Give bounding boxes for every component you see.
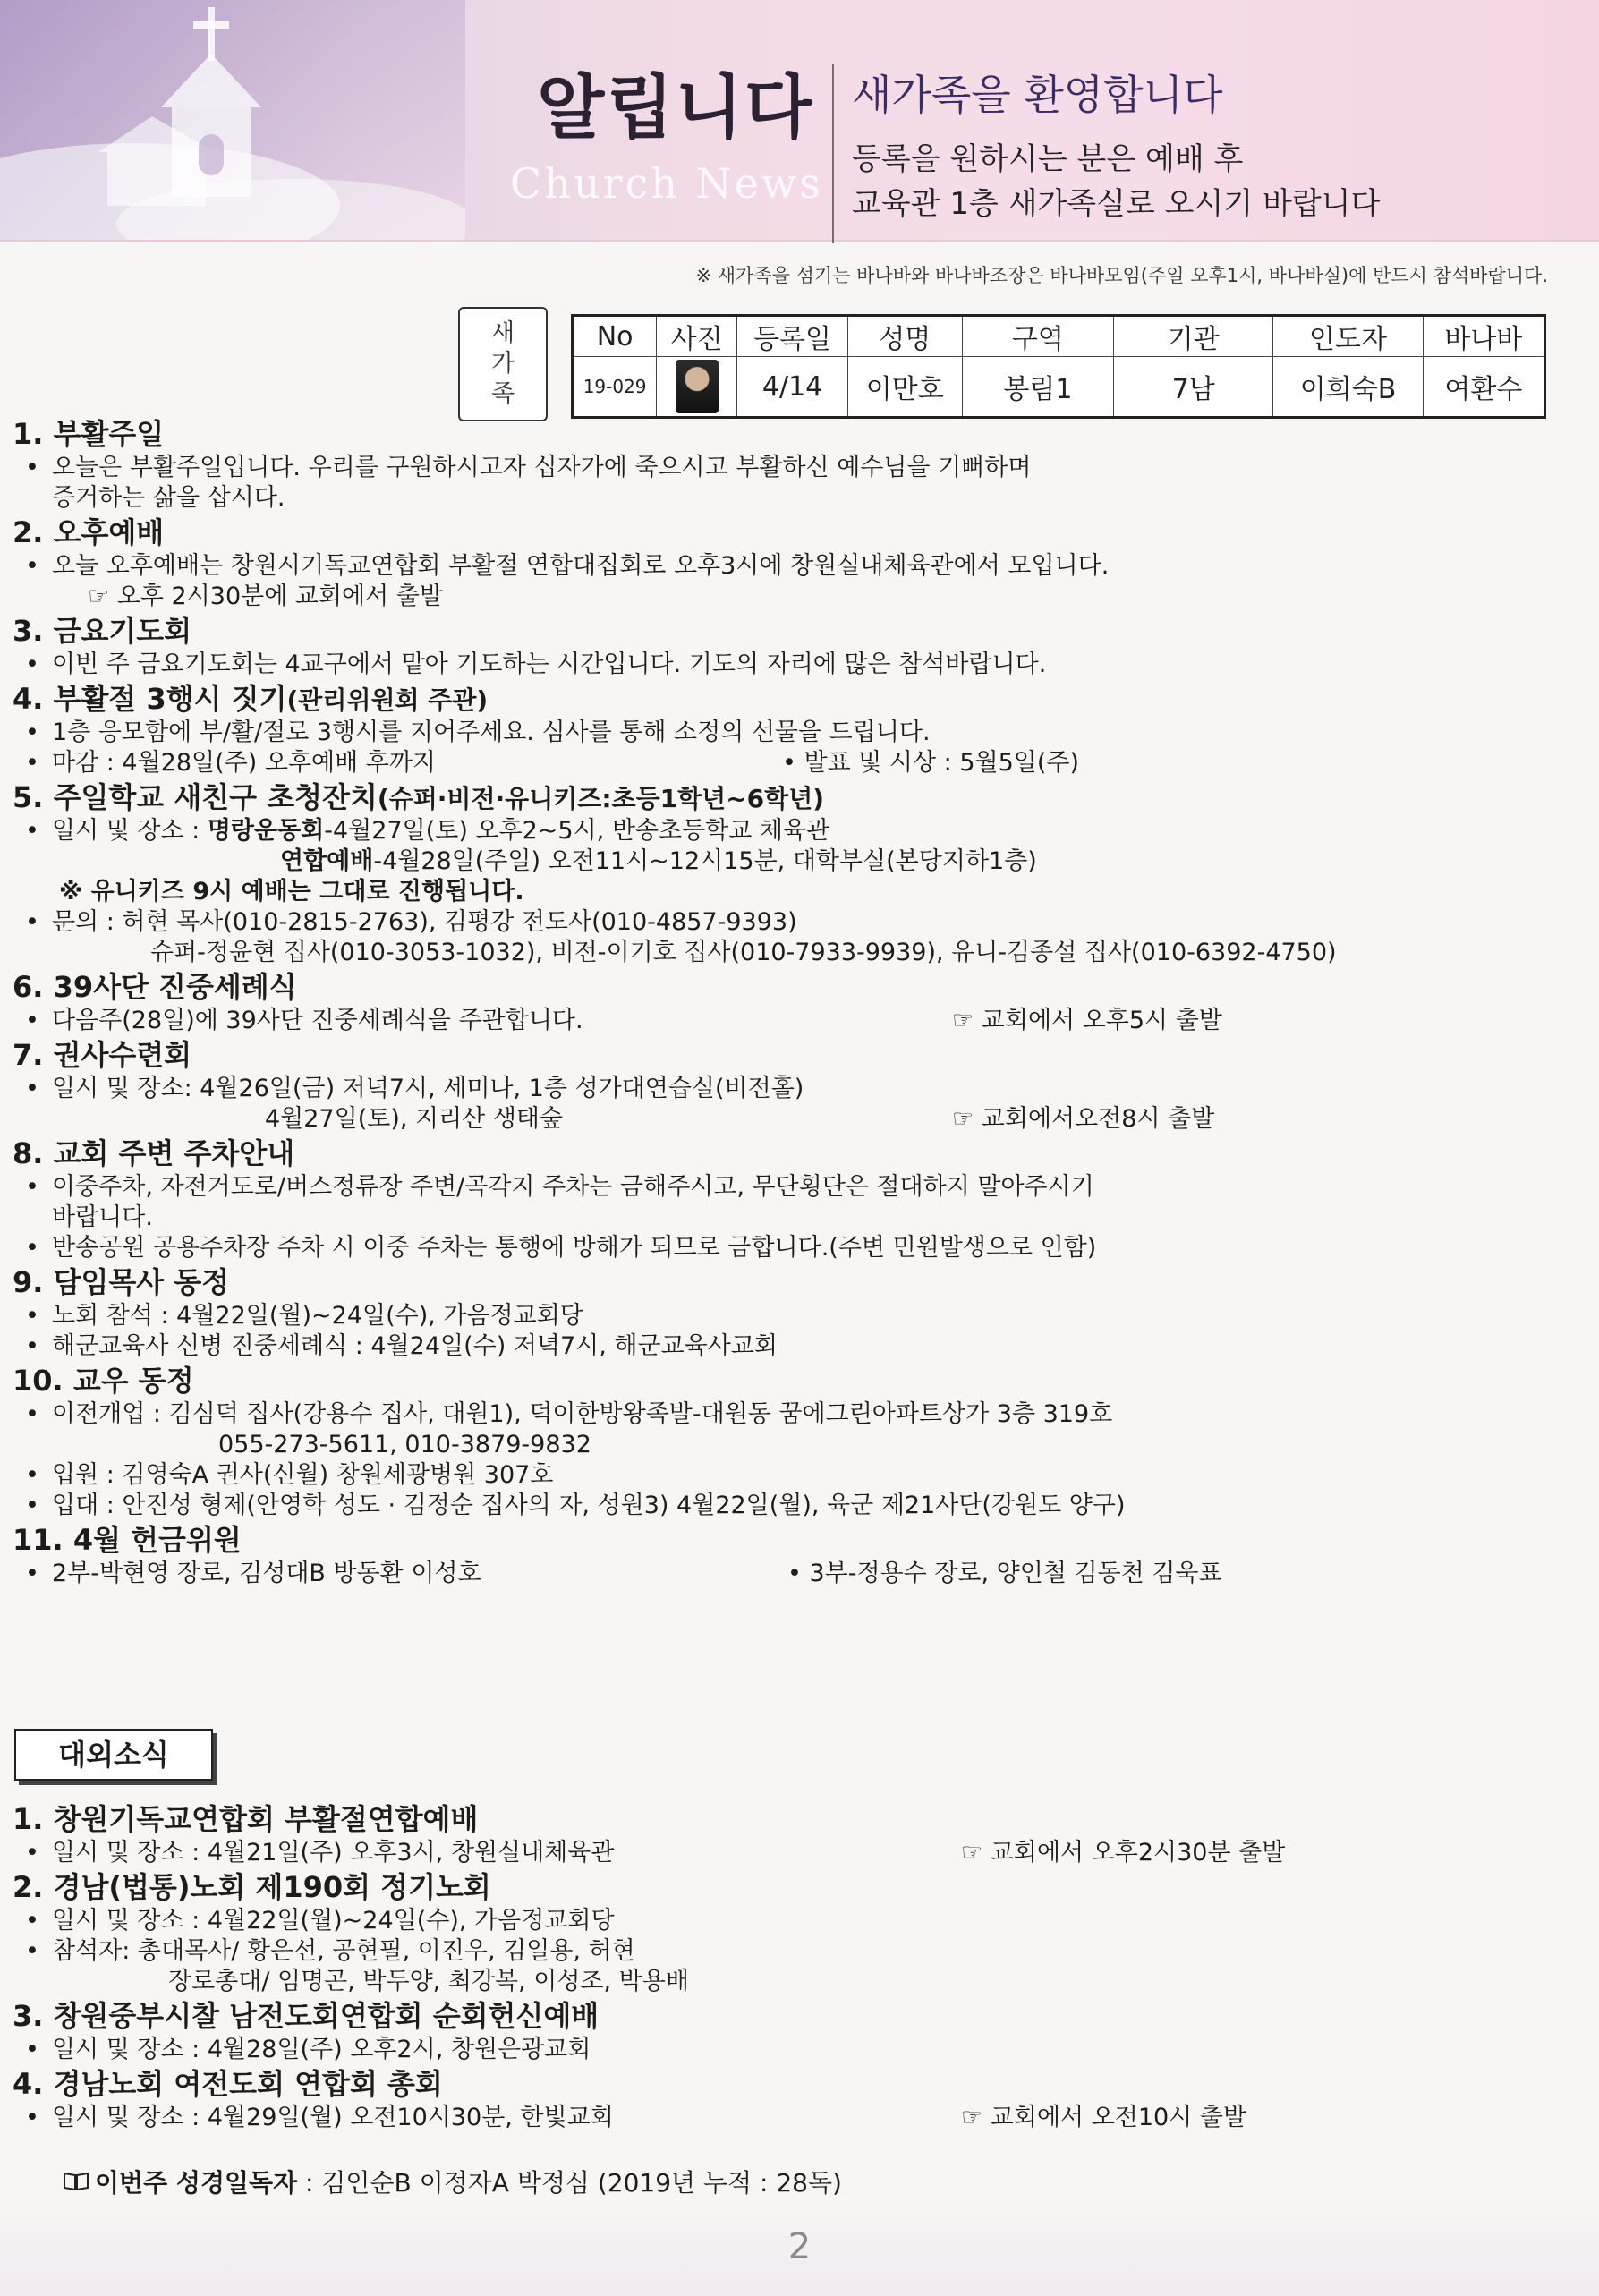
cell-no: 19-029 [573,357,657,418]
item-line: • 일시 및 장소 : 4월28일(주) 오후2시, 창원은광교회 [25,2036,591,2063]
item-heading: 4. 부활절 3행시 짓기(관리위원회 주관) [13,682,489,716]
item-line: • 오늘 오후예배는 창원시기독교연합회 부활절 연합대집회로 오후3시에 창원실내체육관에서 모입니다. [25,552,1110,580]
announcement-item [13,1135,1569,1263]
new-family-label [458,307,548,421]
item-heading: 1. 창원기독교연합회 부활절연합예배 [13,1802,479,1836]
header-banner [0,0,1599,242]
item-line: • 일시 및 장소: 4월26일(금) 저녁7시, 세미나, 1층 성가대연습실(비전홀) [25,1075,804,1102]
column-header: 구역 [962,316,1114,357]
announcement-item [13,778,1569,968]
table-row [573,357,1545,418]
column-header: 등록일 [737,316,848,357]
item-heading: 3. 창원중부시찰 남전도회연합회 순회헌신예배 [13,1999,600,2033]
item-line: 055-273-5611, 010-3879-9832 [218,1431,591,1458]
outer-item [13,2065,1569,2133]
item-heading: 7. 권사수련회 [13,1038,192,1072]
item-heading: 10. 교우 동정 [13,1364,194,1398]
announcement-item [13,968,1569,1036]
item-line: ☞ 오후 2시30분에 교회에서 출발 [88,583,443,610]
announcement-item [13,612,1569,680]
cell-district: 봉림1 [962,357,1114,418]
item-line: • 2부-박현영 장로, 김성대B 방동환 이성호 • 3부-정용수 장로, 양인철 김동천 김욱표 [25,1560,1222,1587]
bible-reading-line [63,2164,842,2199]
cell-name: 이만호 [847,357,962,418]
column-header: 바나바 [1423,316,1544,357]
item-line: • 다음주(28일)에 39사단 진중세례식을 주관합니다. ☞ 교회에서 오후5시 출발 [25,1007,1222,1034]
outer-item [13,1868,1569,1997]
item-line: • 해군교육사 신병 진중세례식 : 4월24일(수) 저녁7시, 해군교육사교회 [25,1332,778,1360]
header-divider [832,64,834,243]
announcement-item [13,1263,1569,1362]
announcement-item [13,680,1569,778]
cell-barnabas: 여환수 [1423,357,1544,418]
welcome-line: 등록을 원하시는 분은 예배 후 [852,141,1244,177]
cell-org: 7남 [1114,357,1273,418]
announcements [13,415,1569,1589]
announcement-item [13,1521,1569,1589]
announcement-item [13,514,1569,612]
item-line: • 문의 : 허현 목사(010-2815-2763), 김평강 전도사(010-4857-9393) [25,908,797,936]
cell-guide: 이희숙B [1273,357,1424,418]
item-heading: 2. 경남(법통)노회 제190회 정기노회 [13,1870,491,1904]
item-heading: 1. 부활주일 [13,417,165,451]
announcement-item [13,1036,1569,1135]
item-line: • 마감 : 4월28일(주) 오후예배 후까지 • 발표 및 시상 : 5월5일(주) [25,749,1080,777]
reading-label: 이번주 성경일독자 [95,2168,298,2198]
item-line: • 1층 응모함에 부/활/절로 3행시를 지어주세요. 심사를 통해 소정의 선물을 드립니다. [25,719,931,746]
item-heading: 6. 39사단 진중세례식 [13,970,297,1004]
column-header: No [573,316,657,357]
label-char: 가 [490,350,515,378]
announcement-item [13,1362,1569,1521]
item-line: 슈퍼-정윤현 집사(010-3053-1032), 비전-이기호 집사(010-7933-9939), 유니-김종설 집사(010-6392-4750) [150,939,1337,966]
item-line: • 반송공원 공용주차장 주차 시 이중 주차는 통행에 방해가 되므로 금합니다.(주변 민원발생으로 인함) [25,1234,1097,1262]
item-line: 연합예배-4월28일(주일) 오전11시~12시15분, 대학부실(본당지하1층) [280,847,1037,875]
new-family-table [571,314,1546,419]
item-heading: 5. 주일학교 새친구 초청잔치(슈퍼·비전·유니키즈:초등1학년~6학년) [13,780,825,814]
item-line: • 오늘은 부활주일입니다. 우리를 구원하시고자 십자가에 죽으시고 부활하신 예수님을 기뻐하며 [25,454,1032,481]
item-line: 4월27일(토), 지리산 생태숲 ☞ 교회에서오전8시 출발 [265,1105,1215,1133]
reading-text: : 김인순B 이정자A 박정심 (2019년 누적 : 28독) [297,2168,842,2198]
item-line: ※ 유니키즈 9시 예배는 그대로 진행됩니다. [59,878,524,906]
label-char: 새 [490,319,515,347]
column-header: 기관 [1114,316,1273,357]
item-line: • 일시 및 장소 : 4월22일(월)~24일(수), 가음정교회당 [25,1907,615,1935]
item-heading: 8. 교회 주변 주차안내 [13,1136,295,1170]
church-illustration-icon [0,0,465,240]
item-line: 증거하는 삶을 삽시다. [52,484,285,512]
item-line: • 노회 참석 : 4월22일(월)~24일(수), 가음정교회당 [25,1302,583,1330]
item-heading: 3. 금요기도회 [13,614,192,648]
item-heading: 4. 경남노회 여전도회 연합회 총회 [13,2067,443,2101]
item-heading: 2. 오후예배 [13,515,165,549]
member-photo [676,360,719,413]
label-char: 족 [490,380,515,408]
book-icon [63,2168,95,2198]
item-line: • 입대 : 안진성 형제(안영학 성도 · 김정순 집사의 자, 성원3) 4월22일(월), 육군 제21사단(강원도 양구) [25,1492,1126,1519]
barnabas-notice: ※ 새가족을 섬기는 바나바와 바나바조장은 바나바모임(주일 오후1시, 바나바실)에 반드시 참석바랍니다. [695,265,1548,286]
item-line: • 이번 주 금요기도회는 4교구에서 맡아 기도하는 시간입니다. 기도의 자리에 많은 참석바랍니다. [25,651,1047,678]
column-header: 성명 [847,316,962,357]
cell-date: 4/14 [737,357,848,418]
outer-news-heading: 대외소식 [14,1729,213,1781]
item-heading: 9. 담임목사 동정 [13,1265,230,1299]
item-line: • 일시 및 장소 : 4월21일(주) 오후3시, 창원실내체육관 ☞ 교회에서 오후2시30분 출발 [25,1839,1286,1867]
column-header: 사진 [657,316,737,357]
table-header-row [573,316,1545,357]
outer-news [13,1800,1569,2133]
cell-photo [657,357,737,418]
welcome-title: 새가족을 환영합니다 [852,71,1223,119]
item-line: • 참석자: 총대목사/ 황은선, 공현필, 이진우, 김일용, 허현 [25,1937,635,1965]
outer-item [13,1997,1569,2065]
item-line: • 이중주차, 자전거도로/버스정류장 주변/곡각지 주차는 금해주시고, 무단횡단은 절대하지 말아주시기 [25,1173,1094,1201]
item-line: • 입원 : 김영숙A 권사(신월) 창원세광병원 307호 [25,1461,554,1489]
item-line: 장로총대/ 임명곤, 박두양, 최강복, 이성조, 박용배 [168,1968,689,1995]
item-line: • 일시 및 장소 : 명랑운동회-4월27일(토) 오후2~5시, 반송초등학교 체육관 [25,817,830,845]
page-title: 알립니다 [537,68,814,149]
item-line: 바랍니다. [52,1203,153,1231]
page-number: 2 [787,2226,812,2267]
column-header: 인도자 [1273,316,1424,357]
announcement-item [13,415,1569,514]
welcome-line: 교육관 1층 새가족실로 오시기 바랍니다 [852,186,1381,222]
item-heading: 11. 4월 헌금위원 [13,1523,242,1557]
item-line: • 이전개업 : 김심덕 집사(강용수 집사, 대원1), 덕이한방왕족발-대원동 꿈에그린아파트상가 3층 319호 [25,1400,1113,1428]
page-subtitle: Church News [510,159,823,208]
outer-item [13,1800,1569,1868]
item-line: • 일시 및 장소 : 4월29일(월) 오전10시30분, 한빛교회 ☞ 교회에서 오전10시 출발 [25,2104,1247,2131]
